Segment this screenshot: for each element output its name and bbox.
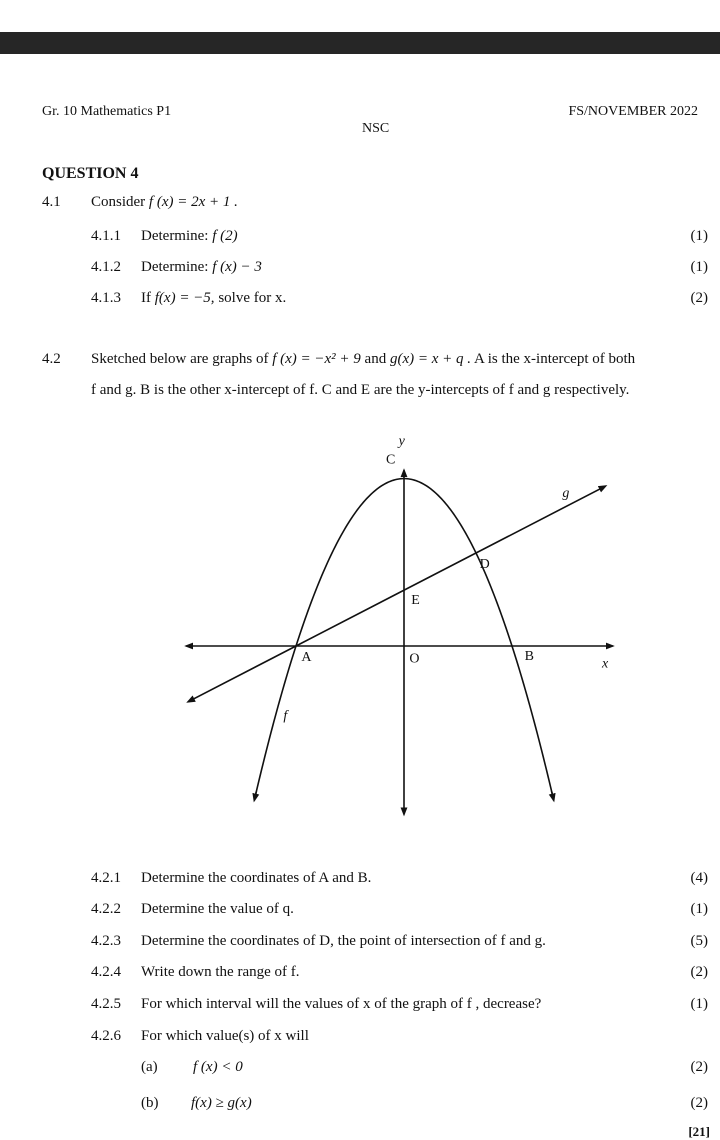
- label-point-D: D: [479, 556, 490, 572]
- q413-formula: f(x) = −5,: [154, 290, 215, 306]
- q411-formula: f (2): [212, 228, 238, 244]
- q413-suffix: solve for x.: [218, 290, 287, 306]
- q413-prefix: If: [141, 290, 151, 306]
- q411-number: 4.1.1: [91, 228, 121, 244]
- q426a-formula: f (x) < 0: [193, 1059, 243, 1075]
- q423-marks: (5): [690, 933, 708, 949]
- q422-number: 4.2.2: [91, 901, 121, 917]
- q41-prefix: Consider: [91, 194, 146, 210]
- q422-marks: (1): [690, 901, 708, 917]
- header-center: NSC: [362, 121, 390, 136]
- label-origin-O: O: [409, 651, 420, 667]
- q426a-marks: (2): [690, 1059, 708, 1075]
- q426-number: 4.2.6: [91, 1028, 121, 1044]
- q421-text: Determine the coordinates of A and B.: [141, 870, 372, 886]
- q425-number: 4.2.5: [91, 996, 121, 1012]
- q412-number: 4.1.2: [91, 259, 121, 275]
- q413-marks: (2): [690, 290, 708, 306]
- curve-g-left: [188, 646, 296, 702]
- q42-line1-a: Sketched below are graphs of: [91, 351, 269, 367]
- label-point-B: B: [524, 648, 534, 664]
- q41-number: 4.1: [42, 194, 61, 210]
- label-point-E: E: [411, 593, 420, 609]
- curve-f-arrow-right: [552, 791, 554, 800]
- q42-number: 4.2: [42, 351, 61, 367]
- q411-prefix: Determine:: [141, 228, 209, 244]
- q424-number: 4.2.4: [91, 964, 121, 980]
- q425-text: For which interval will the values of x of the graph of f , decrease?: [141, 996, 542, 1012]
- q412-formula: f (x) − 3: [212, 259, 262, 275]
- q426b-marks: (2): [690, 1095, 708, 1111]
- q421-marks: (4): [690, 870, 708, 886]
- q411-marks: (1): [690, 228, 708, 244]
- q412-marks: (1): [690, 259, 708, 275]
- q426b-formula: f(x) ≥ g(x): [191, 1095, 252, 1111]
- q426-text: For which value(s) of x will: [141, 1028, 309, 1044]
- label-point-C: C: [386, 452, 396, 468]
- label-point-A: A: [301, 649, 312, 665]
- q422-text: Determine the value of q.: [141, 901, 294, 917]
- q41-formula: f (x) = 2x + 1 .: [148, 194, 238, 210]
- label-curve-g: g: [562, 486, 570, 502]
- question-title: QUESTION 4: [42, 165, 139, 182]
- q425-marks: (1): [690, 996, 708, 1012]
- q424-marks: (2): [690, 964, 708, 980]
- q42-line2: f and g. B is the other x-intercept of f. C and E are the y-intercepts of f and g respectively.: [91, 382, 630, 398]
- q424-text: Write down the range of f.: [141, 964, 300, 980]
- q412-prefix: Determine:: [141, 259, 209, 275]
- q42-line1-b: A is the x-intercept of both: [473, 351, 636, 367]
- q426b-label: (b): [141, 1095, 159, 1111]
- label-y-axis: y: [398, 434, 405, 450]
- question-total: [21]: [688, 1124, 710, 1139]
- label-curve-f: f: [283, 708, 288, 724]
- q42-f-formula: f (x) = −x² + 9: [272, 351, 361, 367]
- q42-g-formula: g(x) = x + q .: [389, 351, 472, 367]
- q423-text: Determine the coordinates of D, the point of intersection of f and g.: [141, 933, 546, 949]
- q423-number: 4.2.3: [91, 933, 121, 949]
- header-left: Gr. 10 Mathematics P1: [42, 104, 172, 119]
- curve-f-arrow-left: [254, 791, 256, 800]
- q426a-label: (a): [141, 1059, 158, 1075]
- q413-number: 4.1.3: [91, 290, 121, 306]
- label-x-axis: x: [602, 656, 609, 672]
- q42-and: and: [364, 351, 387, 367]
- q421-number: 4.2.1: [91, 870, 121, 886]
- header-right: FS/NOVEMBER 2022: [568, 104, 698, 119]
